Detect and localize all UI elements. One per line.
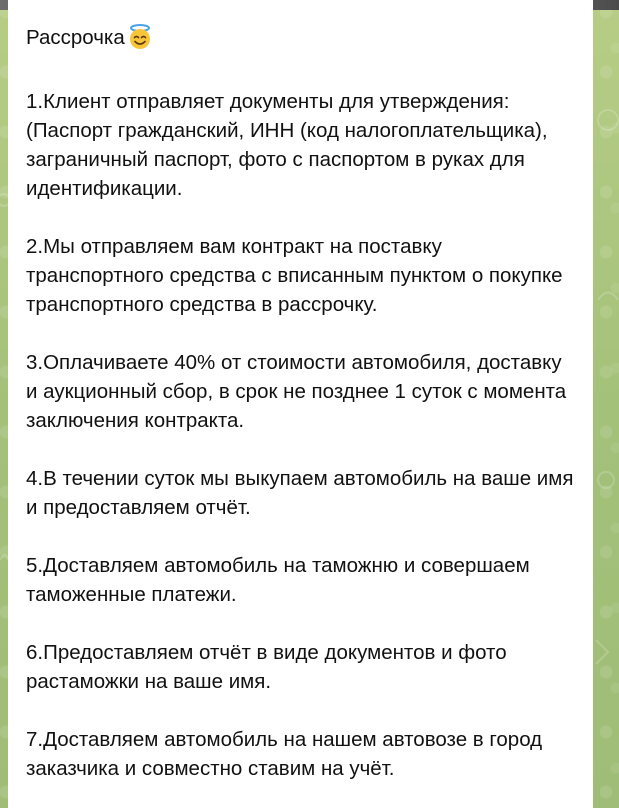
step-6: 6.Предоставляем отчёт в виде документов и фото растаможки на ваше имя.: [26, 641, 507, 693]
step-4: 4.В течении суток мы выкупаем автомобиль на ваше имя и предоставляем отчёт.: [26, 467, 574, 519]
step-1: 1.Клиент отправляет документы для утверждения: (Паспорт гражданский, ИНН (код налогоплательщика), заграничный паспорт, фото с паспортом в руках для идентификации.: [26, 90, 548, 200]
step-2: 2.Мы отправляем вам контракт на поставку транспортного средства с вписанным пунктом о покупке транспортного средства в рассрочку.: [26, 235, 563, 316]
smiling-face-with-halo-icon: [127, 24, 153, 50]
message-title: Рассрочка: [26, 25, 125, 49]
message-title-row: [26, 16, 575, 58]
step-3: 3.Оплачиваете 40% от стоимости автомобиля, доставку и аукционный сбор, в срок не позднее 1 суток с момента заключения контракта.: [26, 351, 567, 432]
message-bubble[interactable]: [8, 0, 593, 808]
step-5: 5.Доставляем автомобиль на таможню и совершаем таможенные платежи.: [26, 554, 530, 606]
step-7: 7.Доставляем автомобиль на нашем автовозе в город заказчика и совместно ставим на учёт.: [26, 728, 543, 780]
